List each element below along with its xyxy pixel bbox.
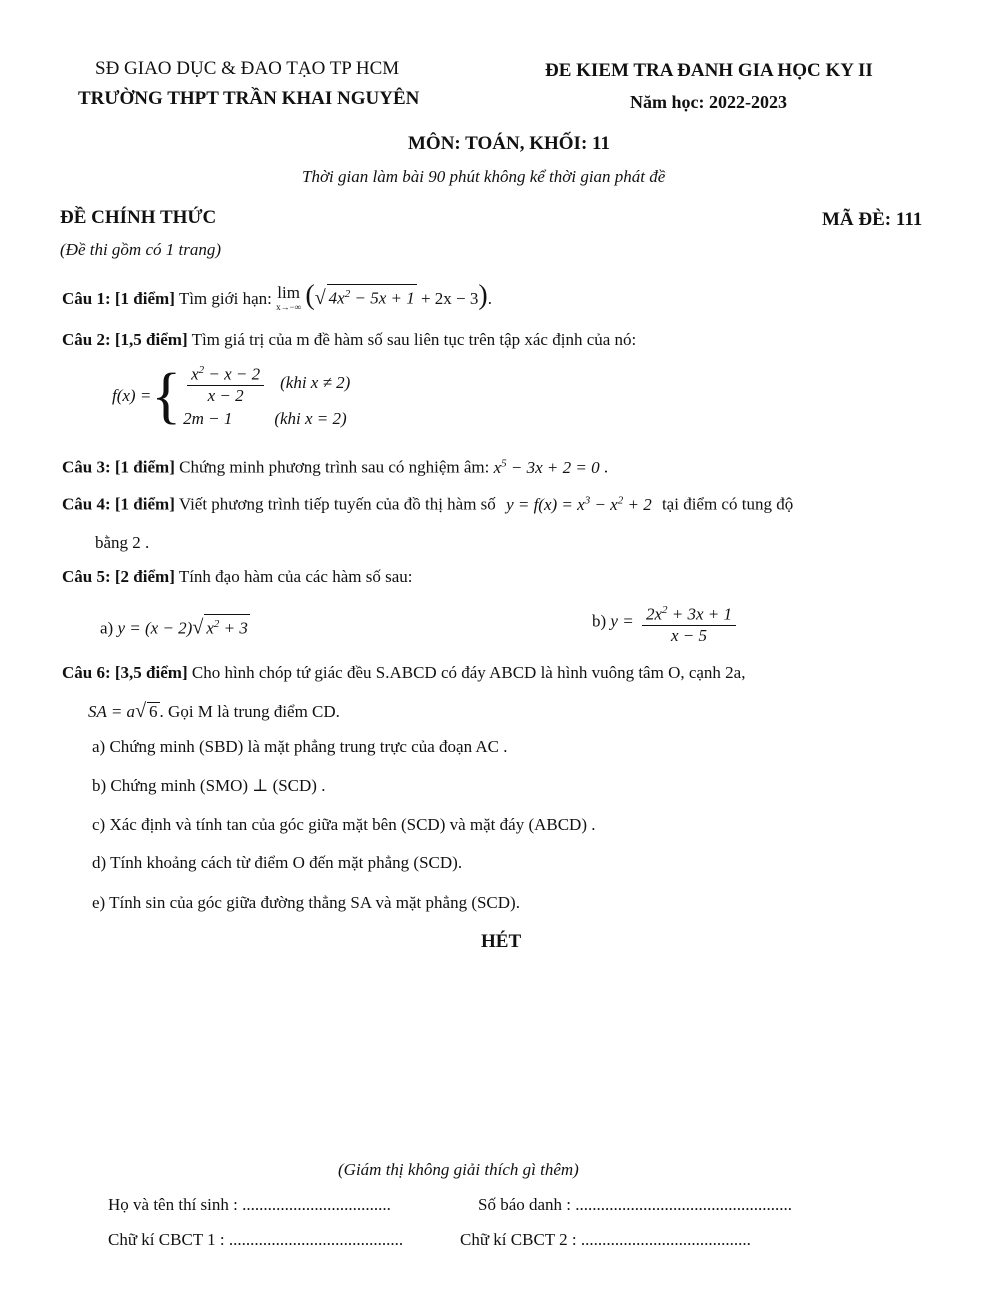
subject-line: MÔN: TOÁN, KHỐI: 11 (408, 133, 610, 154)
question-6 (62, 663, 745, 683)
exam-code: MÃ ĐÈ: 111 (822, 209, 923, 230)
pages-note: (Đề thi gồm có 1 trang) (60, 240, 222, 259)
candidate-name-field: Họ và tên thí sinh : ................................... (108, 1195, 391, 1214)
q6-item-c: c) Xác định và tính tan của góc giữa mặt bên (SCD) và mặt đáy (ABCD) . (92, 815, 596, 834)
question-4: Câu 4: [1 điểm] Viết phương trình tiếp tuyến của đồ thị hàm số $y = f(x) = x^3 - x^2 + 2$ tại điểm có tung độ (62, 494, 794, 514)
question-1: Câu 1: [1 điểm] Tìm giới hạn: lim x→−∞ (√ $4x^2 - 5x + 1 + 2x - 3$). (62, 280, 492, 313)
q4-text3: bằng 2 . (95, 533, 150, 552)
q6-text: Cho hình chóp tứ giác đều S.ABCD có đáy ABCD là hình vuông tâm O, cạnh 2a, (191, 663, 746, 682)
proctor1-signature-field: Chữ kí CBCT 1 : ......................................... (108, 1230, 404, 1249)
q4-text2: tại điểm có tung độ (661, 494, 794, 514)
school-name: TRƯỜNG THPT TRẦN KHAI NGUYÊN (78, 88, 420, 109)
q1-label: Câu 1: [1 điểm] (62, 289, 175, 308)
q3-text: Chứng minh phương trình sau có nghiệm âm: (179, 457, 490, 477)
proctor-note: (Giám thị không giải thích gì thêm) (338, 1160, 579, 1179)
end-mark: HÉT (481, 931, 522, 952)
q1-limit-symbol: lim x→−∞ (276, 283, 302, 313)
q6-item-d: d) Tính khoảng cách từ điểm O đến mặt phẳng (SCD). (92, 853, 463, 872)
question-5 (62, 567, 412, 587)
q1-text: Tìm giới hạn: (178, 289, 272, 308)
q5-text: Tính đạo hàm của các hàm số sau: (178, 567, 413, 586)
proctor2-signature-field: Chữ kí CBCT 2 : ........................................ (460, 1230, 751, 1249)
q2-label: Câu 2: [1,5 điểm] (62, 330, 188, 349)
dept-name: SĐ GIAO DỤC & ĐAO TẠO TP HCM (95, 58, 400, 79)
exam-title: ĐE KIEM TRA ĐANH GIA HỌC KY II (545, 60, 873, 81)
q3-label: Câu 3: [1 điểm] (62, 457, 175, 477)
q4-label: Câu 4: [1 điểm] (62, 494, 175, 514)
duration-line: Thời gian làm bài 90 phút không kể thời gian phát đề (302, 167, 666, 186)
q6-item-b: b) Chứng minh (SMO) ⊥ (SCD) . (92, 776, 326, 795)
q4-text: Viết phương trình tiếp tuyến của đồ thị hàm số (178, 494, 496, 514)
q6-item-e: e) Tính sin của góc giữa đường thẳng SA và mặt phẳng (SCD). (92, 893, 520, 912)
q6-line2: SA = a√ 6 . Gọi M là trung điểm CD. (88, 700, 340, 722)
question-2 (62, 330, 636, 350)
question-3: Câu 3: [1 điểm] Chứng minh phương trình sau có nghiệm âm: $x^5 - 3x + 2 = 0$ . (62, 457, 609, 477)
official-label: ĐỀ CHÍNH THỨC (60, 207, 217, 228)
q6-text2: . Gọi M là trung điểm CD. (159, 702, 340, 721)
candidate-number-field: Số báo danh : ................................................... (478, 1195, 793, 1214)
school-year: Năm học: 2022-2023 (630, 92, 787, 112)
q2-text: Tìm giá trị của m đề hàm số sau liên tục trên tập xác định của nó: (191, 330, 637, 349)
q5-part-b: b) y = $\frac{2x^2 + 3x + 1}{x - 5}$ (592, 600, 740, 646)
q5-part-a: a) y = (x − 2)√ $x^2 + 3$ (100, 614, 250, 640)
q6-label: Câu 6: [3,5 điểm] (62, 663, 188, 682)
q6-item-a: a) Chứng minh (SBD) là mặt phẳng trung trực của đoạn AC . (92, 737, 508, 756)
q2-piecewise-function: f(x) = { $\frac{x^2 - x - 2}{x - 2}$ (khi x ≠ 2) 2m − 1 (khi x = 2) (112, 362, 351, 430)
q5-label: Câu 5: [2 điểm] (62, 567, 175, 586)
